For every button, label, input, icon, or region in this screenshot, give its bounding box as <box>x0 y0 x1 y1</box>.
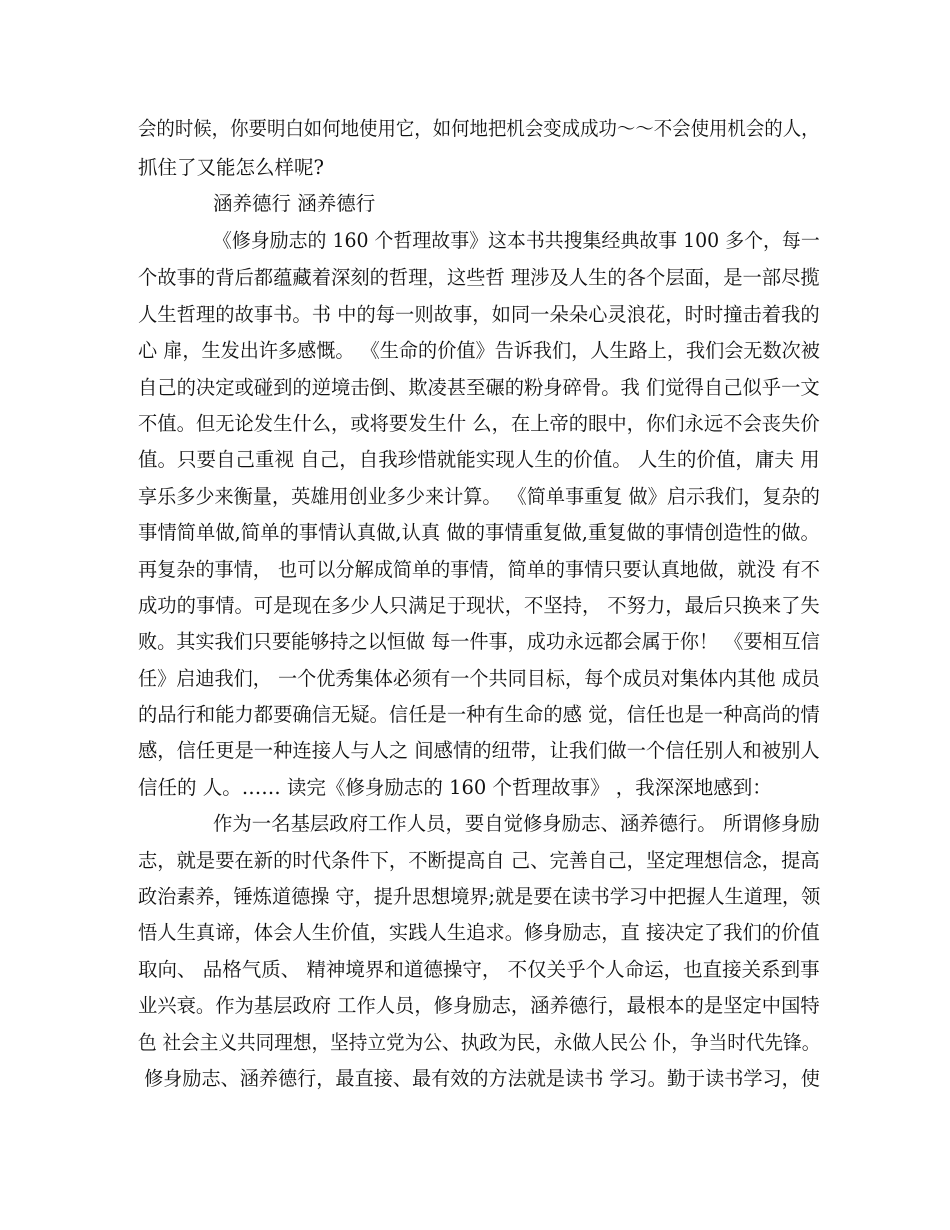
text-line: 业兴衰。作为基层政府 工作人员，修身励志，涵养德行，最根本的是坚定中国特 <box>138 994 820 1017</box>
text-line: 值。只要自己重视 自己，自我珍惜就能实现人生的价值。 人生的价值，庸夫 用 <box>138 448 820 471</box>
text-line: 取向、 品格气质、 精神境界和道德操守， 不仅关乎个人命运，也直接关系到事 <box>138 958 820 981</box>
text-line: 色 社会主义共同理想，坚持立党为公、执政为民，永做人民公 仆，争当时代先锋。 <box>138 1031 821 1054</box>
text-line: 作为一名基层政府工作人员，要自觉修身励志、涵养德行。 所谓修身励 <box>213 812 820 835</box>
text-line: 成功的事情。可是现在多少人只满足于现状，不坚持， 不努力，最后只换来了失 <box>138 594 820 617</box>
text-line: 感，信任更是一种连接人与人之 间感情的纽带，让我们做一个信任别人和被别人 <box>138 739 820 762</box>
text-line: 心 扉，生发出许多感慨。 《生命的价值》告诉我们，人生路上，我们会无数次被 <box>138 339 820 362</box>
text-line: 志，就是要在新的时代条件下，不断提高自 己、完善自己，坚定理想信念，提高 <box>138 849 820 872</box>
text-line: 再复杂的事情， 也可以分解成简单的事情，简单的事情只要认真地做，就没 有不 <box>138 558 820 581</box>
text-line: 悟人生真谛，体会人生价值，实践人生追求。修身励志，直 接决定了我们的价值 <box>138 921 820 944</box>
text-line: 抓住了又能怎么样呢? <box>138 156 324 179</box>
text-line: 享乐多少来衡量，英雄用创业多少来计算。 《简单事重复 做》启示我们，复杂的 <box>138 485 820 508</box>
text-line: 会的时候，你要明白如何地使用它，如何地把机会变成成功～～不会使用机会的人， <box>138 117 820 140</box>
text-line: 不值。但无论发生什么，或将要发生什 么，在上帝的眼中，你们永远不会丧失价 <box>138 412 820 435</box>
text-line: 事情简单做,简单的事情认真做,认真 做的事情重复做,重复做的事情创造性的做。 <box>138 521 820 544</box>
text-line: 个故事的背后都蕴藏着深刻的哲理，这些哲 理涉及人生的各个层面，是一部尽揽 <box>138 266 820 289</box>
text-line: 政治素养，锤炼道德操 守，提升思想境界;就是要在读书学习中把握人生道理，领 <box>138 885 821 908</box>
text-line: 败。其实我们只要能够持之以恒做 每一件事，成功永远都会属于你！ 《要相互信 <box>138 630 820 653</box>
text-line: 人生哲理的故事书。书 中的每一则故事，如同一朵朵心灵浪花，时时撞击着我的 <box>138 303 820 326</box>
text-line: 修身励志、涵养德行，最直接、最有效的方法就是读书 学习。勤于读书学习，使 <box>138 1067 820 1090</box>
text-line: 任》启迪我们， 一个优秀集体必须有一个共同目标，每个成员对集体内其他 成员 <box>138 667 820 690</box>
text-line: 的品行和能力都要确信无疑。信任是一种有生命的感 觉，信任也是一种高尚的情 <box>138 703 820 726</box>
text-line: 《修身励志的 160 个哲理故事》这本书共搜集经典故事 100 多个，每一 <box>213 229 820 252</box>
text-line: 信任的 人。…… 读完《修身励志的 160 个哲理故事》 ，我深深地感到： <box>138 776 772 799</box>
text-line: 自己的决定或碰到的逆境击倒、欺凌甚至碾的粉身碎骨。我 们觉得自己似乎一文 <box>138 376 820 399</box>
section-heading: 涵养德行 涵养德行 <box>213 192 376 215</box>
